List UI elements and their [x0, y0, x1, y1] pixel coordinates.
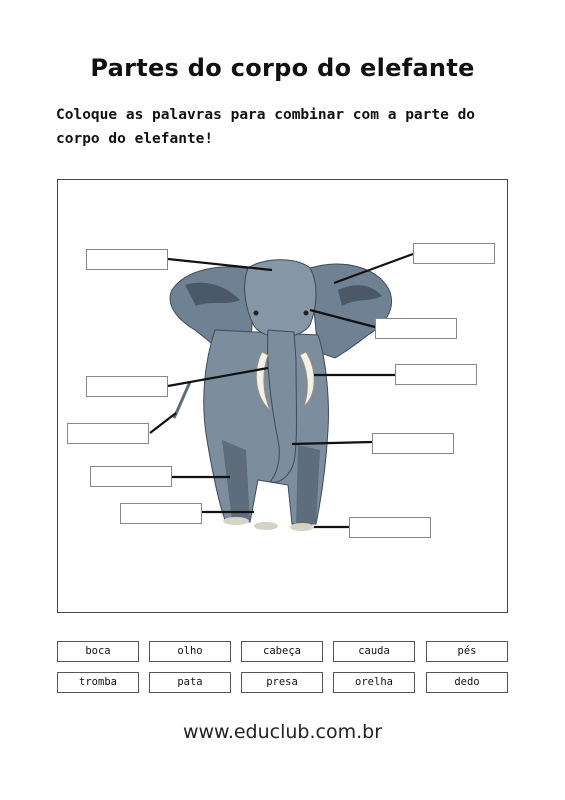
word-card[interactable]: olho	[149, 641, 231, 662]
word-card[interactable]: pata	[149, 672, 231, 693]
word-card[interactable]: pés	[426, 641, 508, 662]
answer-blank-cabeca[interactable]	[86, 249, 168, 270]
answer-blank-tromba[interactable]	[372, 433, 454, 454]
answer-blank-pata[interactable]	[90, 466, 172, 487]
worksheet-title: Partes do corpo do elefante	[90, 54, 475, 82]
answer-blank-presa[interactable]	[395, 364, 477, 385]
word-card[interactable]: boca	[57, 641, 139, 662]
word-card[interactable]: dedo	[426, 672, 508, 693]
footer-url: www.educlub.com.br	[182, 721, 383, 743]
answer-blank-orelha[interactable]	[413, 243, 495, 264]
word-card[interactable]: tromba	[57, 672, 139, 693]
word-card[interactable]: cabeça	[241, 641, 323, 662]
answer-blank-cauda[interactable]	[67, 423, 149, 444]
instructions-text: Coloque as palavras para combinar com a parte do corpo do elefante!	[56, 107, 476, 147]
word-card[interactable]: cauda	[333, 641, 415, 662]
answer-blank-boca[interactable]	[86, 376, 168, 397]
answer-blank-pes[interactable]	[120, 503, 202, 524]
answer-blank-olho[interactable]	[375, 318, 457, 339]
answer-blank-dedo[interactable]	[349, 517, 431, 538]
word-card[interactable]: presa	[241, 672, 323, 693]
word-card[interactable]: orelha	[333, 672, 415, 693]
